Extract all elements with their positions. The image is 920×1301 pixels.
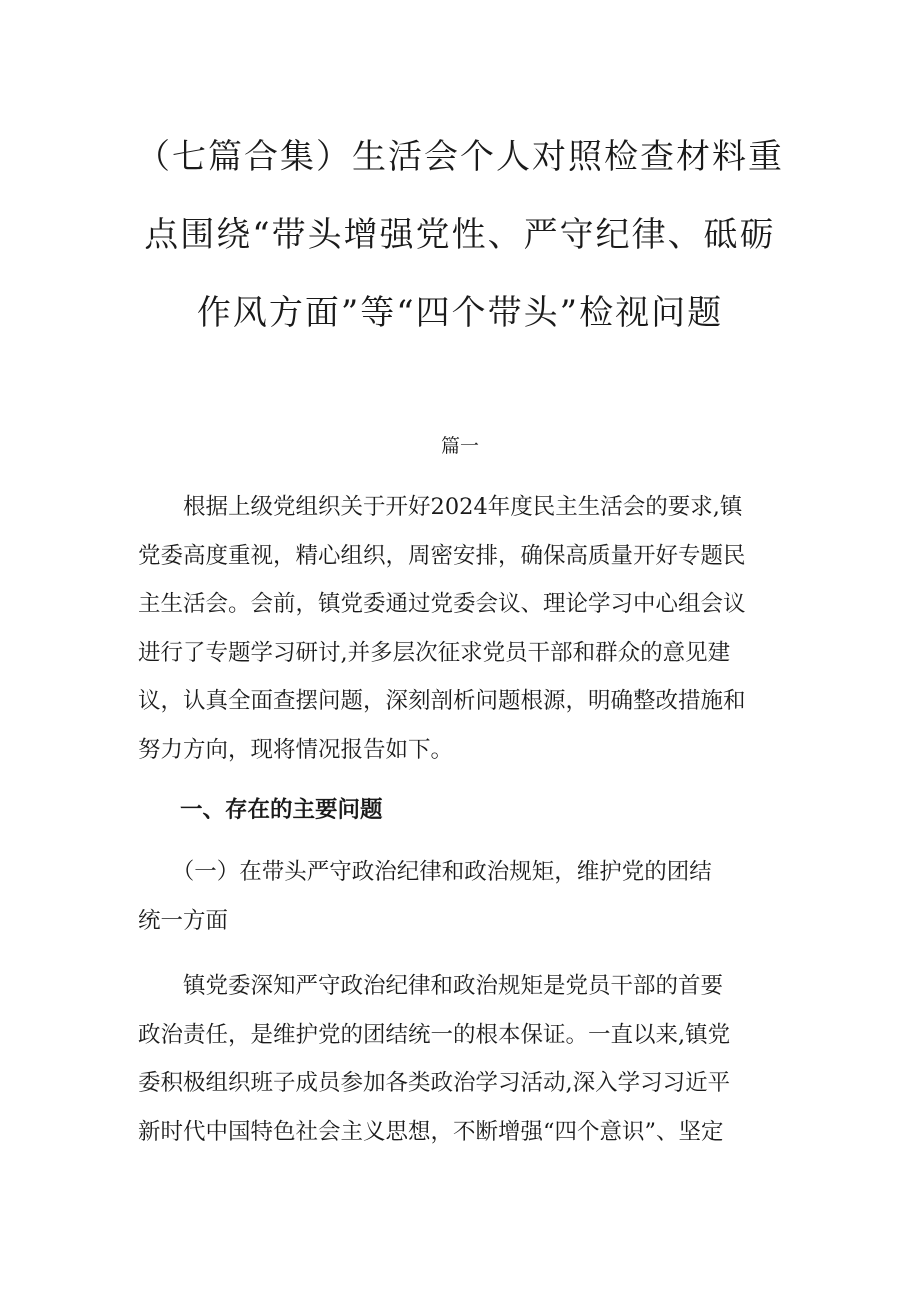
body-paragraph bbox=[138, 962, 794, 1156]
paragraph-line: 政治责任，是维护党的团结统一的根本保证。一直以来,镇党 bbox=[138, 1021, 731, 1048]
paragraph-line: 党委高度重视，精心组织，周密安排，确保高质量开好专题民 bbox=[138, 542, 746, 569]
paragraph-line: 主生活会。会前，镇党委通过党委会议、理论学习中心组会议 bbox=[138, 591, 746, 618]
paragraph-line: 根据上级党组织关于开好2024年度民主生活会的要求,镇 bbox=[138, 494, 743, 520]
paragraph-line: 新时代中国特色社会主义思想，不断增强“四个意识”、坚定 bbox=[138, 1118, 724, 1145]
title-line: 作风方面”等“四个带头”检视问题 bbox=[196, 293, 724, 333]
title-line: （七篇合集）生活会个人对照检查材料重 bbox=[136, 137, 784, 177]
paragraph-line: （一）在带头严守政治纪律和政治规矩，维护党的团结 bbox=[138, 859, 712, 885]
paragraph-line: 统一方面 bbox=[138, 907, 229, 934]
section-label: 篇一 bbox=[440, 435, 479, 457]
paragraph-line: 议，认真全面查摆问题，深刻剖析问题根源，明确整改措施和 bbox=[138, 688, 746, 715]
intro-paragraph bbox=[138, 483, 794, 775]
title-line: 点围绕“带头增强党性、严守纪律、砥砺 bbox=[144, 215, 776, 255]
section-heading: 一、存在的主要问题 bbox=[180, 797, 383, 823]
paragraph-line: 镇党委深知严守政治纪律和政治规矩是党员干部的首要 bbox=[138, 973, 724, 999]
subsection-heading bbox=[138, 848, 794, 945]
paragraph-line: 委积极组织班子成员参加各类政治学习活动,深入学习习近平 bbox=[138, 1070, 731, 1097]
document-title bbox=[130, 118, 790, 352]
paragraph-line: 努力方向，现将情况报告如下。 bbox=[138, 736, 454, 763]
paragraph-line: 进行了专题学习研讨,并多层次征求党员干部和群众的意见建 bbox=[138, 639, 731, 666]
